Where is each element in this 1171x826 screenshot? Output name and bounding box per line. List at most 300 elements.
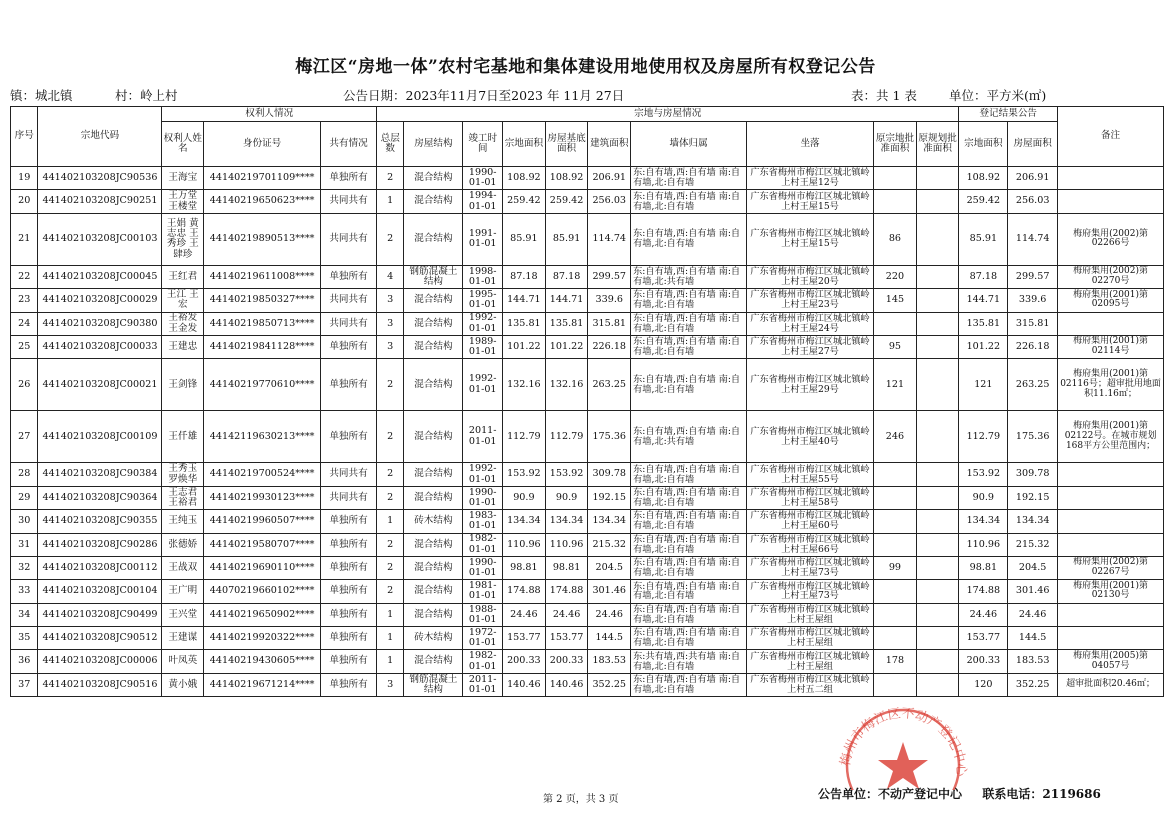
header-land-area: 宗地面积 [503,122,546,167]
table-body [11,167,1164,697]
cell-name: 张德娇 [162,533,204,556]
cell-structure: 混合结构 [404,556,463,579]
table-row [11,289,1164,312]
cell-id: 44140219920322**** [204,627,321,650]
cell-orig-approved: 220 [874,265,917,288]
cell-year: 1981-01-01 [463,580,503,603]
cell-orig-planned [916,265,959,288]
cell-year: 1991-01-01 [463,213,503,265]
cell-location: 广东省梅州市梅江区城北镇岭上村王屋55号 [747,463,874,486]
cell-id: 44140219580707**** [204,533,321,556]
header-id: 身份证号 [204,122,321,167]
cell-structure: 钢筋混凝土结构 [404,673,463,696]
cell-land-area: 85.91 [503,213,546,265]
meta-town: 镇：城北镇 [10,88,73,103]
cell-wall: 东:自有墙,西:自有墙 南:自有墙,北:自有墙 [631,486,747,509]
cell-wall: 东:共有墙,西:共有墙 南:自有墙,北:自有墙 [631,650,747,673]
cell-year: 1992-01-01 [463,312,503,335]
cell-build-area: 263.25 [588,359,631,411]
cell-reg-land: 90.9 [959,486,1008,509]
header-code: 宗地代码 [38,107,162,167]
cell-floors: 3 [376,673,403,696]
cell-share: 单独所有 [321,265,377,288]
cell-build-area: 175.36 [588,411,631,463]
cell-seq: 31 [11,533,38,556]
cell-seq: 29 [11,486,38,509]
cell-floors: 2 [376,580,403,603]
cell-base-area: 174.88 [545,580,588,603]
cell-remarks [1058,190,1164,213]
cell-id: 44140219671214**** [204,673,321,696]
cell-base-area: 144.71 [545,289,588,312]
cell-year: 1998-01-01 [463,265,503,288]
cell-structure: 混合结构 [404,411,463,463]
cell-share: 单独所有 [321,167,377,190]
cell-orig-planned [916,486,959,509]
cell-orig-approved: 145 [874,289,917,312]
cell-id: 44140219650902**** [204,603,321,626]
cell-name: 王兴堂 [162,603,204,626]
cell-location: 广东省梅州市梅江区城北镇岭上村王屋73号 [747,556,874,579]
cell-name: 王海宝 [162,167,204,190]
header-remarks: 备注 [1058,107,1164,167]
cell-orig-approved [874,603,917,626]
cell-year: 1990-01-01 [463,167,503,190]
cell-location: 广东省梅州市梅江区城北镇岭上村王屋15号 [747,190,874,213]
cell-name: 王仟雄 [162,411,204,463]
cell-share: 单独所有 [321,603,377,626]
cell-orig-planned [916,359,959,411]
cell-build-area: 301.46 [588,580,631,603]
cell-land-area: 98.81 [503,556,546,579]
cell-seq: 28 [11,463,38,486]
cell-share: 共同共有 [321,190,377,213]
cell-floors: 2 [376,359,403,411]
cell-id: 44140219611008**** [204,265,321,288]
cell-floors: 3 [376,335,403,358]
cell-wall: 东:自有墙,西:自有墙 南:自有墙,北:自有墙 [631,463,747,486]
cell-orig-planned [916,510,959,533]
cell-land-area: 112.79 [503,411,546,463]
cell-reg-house: 263.25 [1008,359,1058,411]
cell-orig-approved [874,312,917,335]
cell-seq: 30 [11,510,38,533]
table-row [11,335,1164,358]
cell-base-area: 112.79 [545,411,588,463]
cell-reg-land: 200.33 [959,650,1008,673]
cell-share: 共同共有 [321,289,377,312]
cell-year: 1992-01-01 [463,359,503,411]
cell-reg-land: 144.71 [959,289,1008,312]
cell-name: 王建谋 [162,627,204,650]
cell-remarks [1058,533,1164,556]
cell-id: 44140219650623**** [204,190,321,213]
cell-code: 441402103208JC90516 [38,673,162,696]
cell-land-area: 174.88 [503,580,546,603]
cell-floors: 2 [376,556,403,579]
cell-build-area: 315.81 [588,312,631,335]
cell-year: 1992-01-01 [463,463,503,486]
cell-name: 王娟 黄志忠 王秀珍 王肆珍 [162,213,204,265]
cell-wall: 东:自有墙,西:自有墙 南:自有墙,北:自有墙 [631,673,747,696]
cell-structure: 砖木结构 [404,510,463,533]
header-floors: 总层数 [376,122,403,167]
cell-floors: 2 [376,167,403,190]
cell-orig-approved: 178 [874,650,917,673]
cell-seq: 27 [11,411,38,463]
cell-id: 44140219960507**** [204,510,321,533]
cell-location: 广东省梅州市梅江区城北镇岭上村王屋58号 [747,486,874,509]
cell-orig-planned [916,627,959,650]
cell-orig-planned [916,603,959,626]
cell-name: 叶凤英 [162,650,204,673]
cell-reg-land: 110.96 [959,533,1008,556]
cell-code: 441402103208JC90499 [38,603,162,626]
cell-reg-house: 301.46 [1008,580,1058,603]
cell-remarks: 梅府集用(2001)第02122号。在城市规划168平方公里范围内； [1058,411,1164,463]
cell-floors: 2 [376,486,403,509]
table-row [11,580,1164,603]
cell-reg-land: 153.92 [959,463,1008,486]
cell-seq: 37 [11,673,38,696]
cell-land-area: 153.92 [503,463,546,486]
cell-structure: 混合结构 [404,312,463,335]
footer-contact [818,785,1101,802]
registration-table [10,106,1164,697]
cell-year: 1972-01-01 [463,627,503,650]
header-owner-group: 权利人情况 [162,107,377,122]
cell-orig-approved: 86 [874,213,917,265]
cell-wall: 东:自有墙,西:自有墙 南:自有墙,北:自有墙 [631,312,747,335]
cell-build-area: 309.78 [588,463,631,486]
cell-year: 1982-01-01 [463,533,503,556]
cell-land-area: 132.16 [503,359,546,411]
header-base-area: 房屋基底面积 [545,122,588,167]
cell-wall: 东:自有墙,西:自有墙 南:自有墙,北:自有墙 [631,627,747,650]
cell-code: 441402103208JC90364 [38,486,162,509]
cell-share: 单独所有 [321,335,377,358]
cell-year: 1988-01-01 [463,603,503,626]
cell-remarks: 超审批面积20.46㎡； [1058,673,1164,696]
header-name: 权利人姓名 [162,122,204,167]
cell-share: 单独所有 [321,673,377,696]
cell-reg-land: 259.42 [959,190,1008,213]
cell-id: 44140219850713**** [204,312,321,335]
header-location: 坐落 [747,122,874,167]
cell-build-area: 183.53 [588,650,631,673]
cell-share: 共同共有 [321,312,377,335]
cell-name: 王裕发 王金发 [162,312,204,335]
cell-name: 王红君 [162,265,204,288]
table-row [11,463,1164,486]
table-row [11,265,1164,288]
cell-structure: 混合结构 [404,190,463,213]
cell-reg-house: 226.18 [1008,335,1058,358]
meta-village: 村：岭上村 [115,88,178,103]
cell-location: 广东省梅州市梅江区城北镇岭上村王屋组 [747,627,874,650]
cell-year: 1995-01-01 [463,289,503,312]
meta-table-count: 表：共 1 表 [851,88,917,103]
cell-share: 共同共有 [321,486,377,509]
cell-year: 2011-01-01 [463,411,503,463]
header-reg-land: 宗地面积 [959,122,1008,167]
cell-structure: 混合结构 [404,335,463,358]
cell-location: 广东省梅州市梅江区城北镇岭上村王屋29号 [747,359,874,411]
table-row [11,312,1164,335]
cell-land-area: 101.22 [503,335,546,358]
cell-share: 共同共有 [321,463,377,486]
cell-structure: 混合结构 [404,463,463,486]
cell-land-area: 110.96 [503,533,546,556]
cell-structure: 混合结构 [404,167,463,190]
footer-phone: 联系电话：2119686 [982,787,1101,801]
cell-base-area: 140.46 [545,673,588,696]
cell-seq: 36 [11,650,38,673]
cell-structure: 钢筋混凝土结构 [404,265,463,288]
cell-reg-house: 24.46 [1008,603,1058,626]
cell-name: 黄小娥 [162,673,204,696]
cell-share: 单独所有 [321,411,377,463]
cell-reg-house: 299.57 [1008,265,1058,288]
cell-base-area: 98.81 [545,556,588,579]
cell-base-area: 200.33 [545,650,588,673]
cell-year: 1994-01-01 [463,190,503,213]
table-row [11,411,1164,463]
table-row [11,510,1164,533]
cell-structure: 混合结构 [404,213,463,265]
meta-unit: 单位：平方米(㎡) [949,88,1047,103]
cell-seq: 26 [11,359,38,411]
table-row [11,627,1164,650]
cell-reg-house: 183.53 [1008,650,1058,673]
cell-year: 1990-01-01 [463,486,503,509]
cell-id: 44142119630213**** [204,411,321,463]
cell-location: 广东省梅州市梅江区城北镇岭上村王屋24号 [747,312,874,335]
cell-code: 441402103208JC00109 [38,411,162,463]
cell-seq: 23 [11,289,38,312]
cell-location: 广东省梅州市梅江区城北镇岭上村王屋组 [747,650,874,673]
cell-base-area: 134.34 [545,510,588,533]
cell-floors: 3 [376,312,403,335]
cell-year: 2011-01-01 [463,673,503,696]
cell-remarks [1058,486,1164,509]
cell-code: 441402103208JC00045 [38,265,162,288]
cell-floors: 2 [376,411,403,463]
header-seq: 序号 [11,107,38,167]
cell-orig-approved: 121 [874,359,917,411]
cell-structure: 混合结构 [404,289,463,312]
cell-build-area: 204.5 [588,556,631,579]
cell-orig-approved: 99 [874,556,917,579]
cell-orig-approved [874,463,917,486]
cell-name: 王秀玉 罗焕华 [162,463,204,486]
cell-land-area: 200.33 [503,650,546,673]
cell-share: 单独所有 [321,650,377,673]
cell-orig-approved [874,533,917,556]
cell-code: 441402103208JC90251 [38,190,162,213]
cell-base-area: 110.96 [545,533,588,556]
cell-id: 44140219770610**** [204,359,321,411]
cell-code: 441402103208JC90384 [38,463,162,486]
table-row [11,650,1164,673]
cell-remarks: 梅府集用(2001)第02130号 [1058,580,1164,603]
cell-orig-planned [916,335,959,358]
cell-name: 王建忠 [162,335,204,358]
cell-seq: 33 [11,580,38,603]
cell-orig-planned [916,289,959,312]
cell-code: 441402103208JC00021 [38,359,162,411]
cell-year: 1982-01-01 [463,650,503,673]
cell-seq: 32 [11,556,38,579]
header-share: 共有情况 [321,122,377,167]
cell-name: 王万堂 王楼堂 [162,190,204,213]
cell-floors: 1 [376,650,403,673]
cell-location: 广东省梅州市梅江区城北镇岭上村王屋40号 [747,411,874,463]
header-land-group: 宗地与房屋情况 [376,107,958,122]
cell-orig-planned [916,312,959,335]
cell-seq: 21 [11,213,38,265]
cell-floors: 2 [376,533,403,556]
cell-wall: 东:自有墙,西:自有墙 南:自有墙,北:共有墙 [631,265,747,288]
cell-orig-planned [916,167,959,190]
cell-location: 广东省梅州市梅江区城北镇岭上村王屋12号 [747,167,874,190]
cell-share: 共同共有 [321,213,377,265]
cell-reg-house: 215.32 [1008,533,1058,556]
cell-build-area: 299.57 [588,265,631,288]
cell-code: 441402103208JC90512 [38,627,162,650]
cell-wall: 东:自有墙,西:自有墙 南:自有墙,北:自有墙 [631,359,747,411]
cell-orig-approved [874,580,917,603]
cell-seq: 20 [11,190,38,213]
cell-location: 广东省梅州市梅江区城北镇岭上村王屋60号 [747,510,874,533]
cell-remarks [1058,603,1164,626]
cell-code: 441402103208JC00104 [38,580,162,603]
cell-structure: 混合结构 [404,533,463,556]
cell-location: 广东省梅州市梅江区城北镇岭上村王屋组 [747,603,874,626]
cell-location: 广东省梅州市梅江区城北镇岭上村王屋15号 [747,213,874,265]
cell-build-area: 226.18 [588,335,631,358]
cell-id: 44140219890513**** [204,213,321,265]
cell-year: 1983-01-01 [463,510,503,533]
cell-name: 王江 王宏 [162,289,204,312]
cell-reg-house: 309.78 [1008,463,1058,486]
cell-location: 广东省梅州市梅江区城北镇岭上村王屋23号 [747,289,874,312]
cell-reg-land: 134.34 [959,510,1008,533]
cell-wall: 东:自有墙,西:自有墙 南:自有墙,北:自有墙 [631,335,747,358]
cell-code: 441402103208JC00033 [38,335,162,358]
cell-structure: 混合结构 [404,603,463,626]
cell-code: 441402103208JC90286 [38,533,162,556]
cell-structure: 砖木结构 [404,627,463,650]
cell-reg-land: 108.92 [959,167,1008,190]
cell-base-area: 153.77 [545,627,588,650]
table-row [11,533,1164,556]
header-structure: 房屋结构 [404,122,463,167]
cell-reg-land: 98.81 [959,556,1008,579]
cell-floors: 1 [376,603,403,626]
cell-land-area: 259.42 [503,190,546,213]
cell-seq: 22 [11,265,38,288]
cell-base-area: 135.81 [545,312,588,335]
red-seal-stamp [828,690,978,790]
header-reg-group: 登记结果公告 [959,107,1058,122]
cell-location: 广东省梅州市梅江区城北镇岭上村王屋27号 [747,335,874,358]
header-reg-house: 房屋面积 [1008,122,1058,167]
cell-orig-planned [916,190,959,213]
cell-wall: 东:自有墙,西:自有墙 南:自有墙,北:自有墙 [631,556,747,579]
cell-build-area: 206.91 [588,167,631,190]
cell-floors: 1 [376,510,403,533]
cell-build-area: 352.25 [588,673,631,696]
cell-remarks [1058,312,1164,335]
cell-reg-house: 256.03 [1008,190,1058,213]
cell-build-area: 134.34 [588,510,631,533]
table-row [11,190,1164,213]
page-title: 梅江区“房地一体”农村宅基地和集体建设用地使用权及房屋所有权登记公告 [295,57,876,77]
cell-structure: 混合结构 [404,359,463,411]
cell-reg-house: 204.5 [1008,556,1058,579]
cell-build-area: 114.74 [588,213,631,265]
cell-seq: 24 [11,312,38,335]
cell-reg-land: 87.18 [959,265,1008,288]
cell-orig-approved [874,167,917,190]
cell-floors: 2 [376,213,403,265]
cell-land-area: 153.77 [503,627,546,650]
header-year: 竣工时间 [463,122,503,167]
cell-reg-house: 134.34 [1008,510,1058,533]
table-row [11,167,1164,190]
cell-seq: 25 [11,335,38,358]
cell-base-area: 259.42 [545,190,588,213]
cell-remarks: 梅府集用(2002)第02270号 [1058,265,1164,288]
cell-orig-planned [916,580,959,603]
cell-code: 441402103208JC00029 [38,289,162,312]
cell-reg-house: 206.91 [1008,167,1058,190]
cell-reg-land: 85.91 [959,213,1008,265]
cell-orig-approved [874,486,917,509]
cell-year: 1989-01-01 [463,335,503,358]
cell-base-area: 101.22 [545,335,588,358]
cell-location: 广东省梅州市梅江区城北镇岭上村五二组 [747,673,874,696]
cell-name: 王战双 [162,556,204,579]
cell-remarks: 梅府集用(2001)第02116号；超审批用地面积11.16㎡； [1058,359,1164,411]
cell-structure: 混合结构 [404,650,463,673]
cell-build-area: 144.5 [588,627,631,650]
cell-orig-approved [874,627,917,650]
cell-location: 广东省梅州市梅江区城北镇岭上村王屋73号 [747,580,874,603]
cell-wall: 东:自有墙,西:自有墙 南:自有墙,北:共有墙 [631,411,747,463]
table-row [11,556,1164,579]
cell-base-area: 85.91 [545,213,588,265]
cell-reg-land: 24.46 [959,603,1008,626]
cell-id: 44140219690110**** [204,556,321,579]
cell-reg-house: 352.25 [1008,673,1058,696]
cell-land-area: 140.46 [503,673,546,696]
cell-land-area: 90.9 [503,486,546,509]
cell-reg-house: 144.5 [1008,627,1058,650]
cell-floors: 1 [376,190,403,213]
cell-land-area: 108.92 [503,167,546,190]
cell-id: 44140219841128**** [204,335,321,358]
footer-unit: 公告单位：不动产登记中心 [818,787,963,801]
cell-code: 441402103208JC90355 [38,510,162,533]
cell-seq: 35 [11,627,38,650]
cell-remarks [1058,510,1164,533]
cell-reg-land: 174.88 [959,580,1008,603]
cell-floors: 3 [376,289,403,312]
table-row [11,673,1164,696]
cell-seq: 19 [11,167,38,190]
